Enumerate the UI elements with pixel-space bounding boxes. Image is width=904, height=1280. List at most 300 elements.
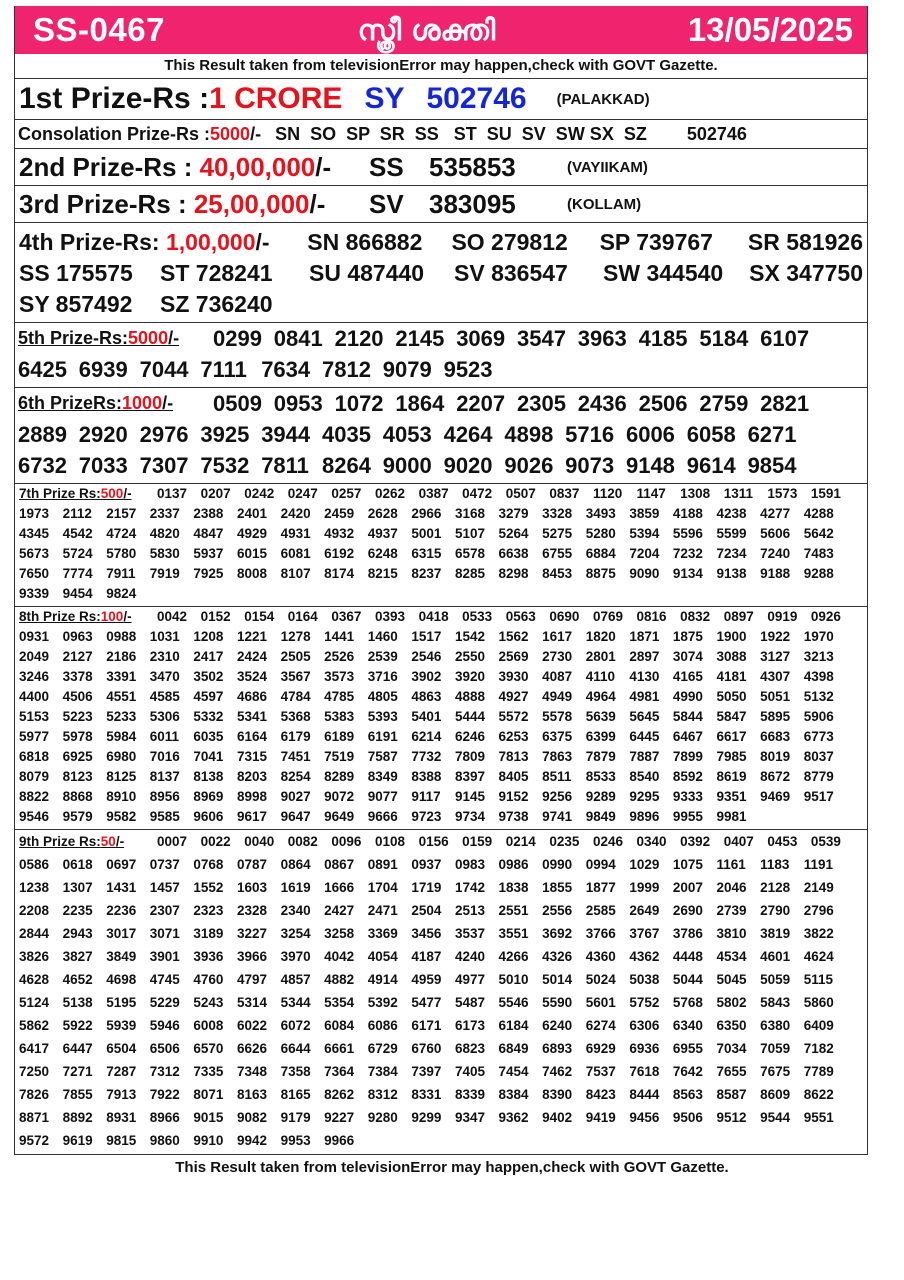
winning-number: 0891 bbox=[367, 857, 398, 872]
winning-number: 0509 bbox=[213, 391, 262, 416]
winning-number: 6035 bbox=[193, 729, 224, 744]
section-label: 7th Prize Rs:500/- bbox=[19, 486, 132, 501]
winning-number: 2628 bbox=[367, 506, 398, 521]
winning-number: 1308 bbox=[680, 486, 711, 501]
winning-number: 8079 bbox=[19, 769, 50, 784]
first-prize-number: 502746 bbox=[426, 82, 527, 115]
winning-number: 4601 bbox=[760, 949, 791, 964]
winning-number: 4927 bbox=[498, 689, 529, 704]
winning-number: 7887 bbox=[629, 749, 660, 764]
winning-number: 7287 bbox=[106, 1064, 137, 1079]
winning-number: 7642 bbox=[672, 1064, 703, 1079]
first-prize-row bbox=[15, 78, 867, 119]
winning-number: 4362 bbox=[629, 949, 660, 964]
winning-number: 5596 bbox=[672, 526, 703, 541]
winning-number: 5487 bbox=[454, 995, 485, 1010]
winning-number: 1970 bbox=[803, 629, 834, 644]
winning-number: 5138 bbox=[62, 995, 93, 1010]
winning-number: 3502 bbox=[193, 669, 224, 684]
winning-number: 2504 bbox=[411, 903, 442, 918]
winning-number: 2310 bbox=[149, 649, 180, 664]
winning-number: 1820 bbox=[585, 629, 616, 644]
winning-number: 8998 bbox=[236, 789, 268, 804]
winning-number: 9134 bbox=[672, 566, 703, 581]
winning-number: 5045 bbox=[716, 972, 747, 987]
winning-number: 0586 bbox=[19, 857, 50, 872]
winning-number: 8969 bbox=[193, 789, 224, 804]
winning-number: 7913 bbox=[106, 1087, 137, 1102]
winning-number: 9649 bbox=[324, 809, 355, 824]
winning-number: 1838 bbox=[498, 880, 529, 895]
winning-number: 0563 bbox=[505, 609, 536, 624]
winning-number: 5939 bbox=[106, 1018, 137, 1033]
winning-number: 1517 bbox=[411, 629, 442, 644]
winning-number: 5132 bbox=[803, 689, 834, 704]
winning-number: 2328 bbox=[236, 903, 268, 918]
winning-number: 3901 bbox=[149, 949, 180, 964]
winning-number: 4863 bbox=[411, 689, 442, 704]
winning-number: 5724 bbox=[62, 546, 93, 561]
winning-number: 2556 bbox=[542, 903, 573, 918]
winning-number: 8071 bbox=[193, 1087, 224, 1102]
winning-number: 2889 bbox=[18, 422, 67, 447]
winning-number: 8609 bbox=[760, 1087, 791, 1102]
winning-number: 6107 bbox=[760, 326, 810, 351]
winning-number: 2897 bbox=[629, 649, 660, 664]
winning-number: 3902 bbox=[411, 669, 442, 684]
winning-number: 7532 bbox=[200, 453, 250, 478]
winning-number: 5578 bbox=[542, 709, 573, 724]
winning-number: 5673 bbox=[19, 546, 50, 561]
winning-number: 9966 bbox=[324, 1133, 355, 1148]
winning-number: 2049 bbox=[19, 649, 50, 664]
winning-number: 2585 bbox=[585, 903, 616, 918]
winning-number: 7033 bbox=[78, 453, 128, 478]
winning-number: 0697 bbox=[106, 857, 137, 872]
winning-number: 5572 bbox=[498, 709, 529, 724]
winning-number: 9288 bbox=[803, 566, 834, 581]
winning-number: 0164 bbox=[287, 609, 318, 624]
winning-number: 0986 bbox=[498, 857, 529, 872]
winning-number: 9082 bbox=[236, 1110, 268, 1125]
winning-number: 7016 bbox=[149, 749, 180, 764]
winning-number: 8868 bbox=[62, 789, 93, 804]
winning-number: 4551 bbox=[106, 689, 137, 704]
winning-number: 4805 bbox=[367, 689, 398, 704]
winning-number: 4534 bbox=[716, 949, 747, 964]
winning-number: 0247 bbox=[287, 486, 318, 501]
ticket: SY 857492 bbox=[19, 291, 133, 317]
winning-number: 3767 bbox=[629, 926, 660, 941]
winning-number: 4977 bbox=[454, 972, 485, 987]
winning-number: 2730 bbox=[542, 649, 573, 664]
winning-number: 5314 bbox=[236, 995, 268, 1010]
winning-number: 1603 bbox=[236, 880, 268, 895]
winning-number: 0262 bbox=[374, 486, 406, 501]
winning-number: 0990 bbox=[542, 857, 573, 872]
winning-number: 5716 bbox=[565, 422, 615, 447]
winning-number: 2145 bbox=[395, 326, 445, 351]
winning-number: 4087 bbox=[542, 669, 573, 684]
winning-number: 7863 bbox=[542, 749, 573, 764]
fourth-prize-amount: 1,00,000 bbox=[165, 229, 256, 255]
winning-number: 5946 bbox=[149, 1018, 180, 1033]
winning-number: 7462 bbox=[542, 1064, 573, 1079]
winning-number: 5124 bbox=[19, 995, 50, 1010]
third-prize-label: 3rd Prize-Rs : bbox=[19, 188, 194, 219]
winning-number: 3189 bbox=[193, 926, 224, 941]
winning-number: 5401 bbox=[411, 709, 442, 724]
winning-number: 6350 bbox=[716, 1018, 747, 1033]
winning-number: 9148 bbox=[625, 453, 675, 478]
winning-number: 6506 bbox=[149, 1041, 180, 1056]
winning-number: 6340 bbox=[672, 1018, 703, 1033]
winning-number: 7634 bbox=[261, 357, 311, 382]
winning-number: 4698 bbox=[106, 972, 137, 987]
winning-number: 8540 bbox=[629, 769, 660, 784]
winning-number: 4054 bbox=[367, 949, 398, 964]
winning-number: 6732 bbox=[18, 453, 67, 478]
winning-number: 9544 bbox=[760, 1110, 791, 1125]
winning-number: 6729 bbox=[367, 1041, 398, 1056]
section-label: 8th Prize Rs:100/- bbox=[19, 609, 132, 624]
winning-number: 4398 bbox=[803, 669, 834, 684]
winning-number: 4964 bbox=[585, 689, 616, 704]
winning-number: 8423 bbox=[585, 1087, 616, 1102]
winning-number: 7335 bbox=[193, 1064, 224, 1079]
winning-number: 2690 bbox=[672, 903, 703, 918]
winning-number: 8107 bbox=[280, 566, 311, 581]
winning-number: 7451 bbox=[280, 749, 311, 764]
winning-number: 8264 bbox=[321, 453, 371, 478]
third-prize-place: (KOLLAM) bbox=[567, 195, 642, 213]
winning-number: 8215 bbox=[367, 566, 398, 581]
winning-number: 0393 bbox=[374, 609, 406, 624]
winning-number: 5977 bbox=[19, 729, 50, 744]
winning-number: 5802 bbox=[716, 995, 747, 1010]
winning-number: 8262 bbox=[324, 1087, 355, 1102]
winning-number: 8892 bbox=[62, 1110, 93, 1125]
winning-number: 0983 bbox=[454, 857, 485, 872]
winning-number: 4882 bbox=[324, 972, 355, 987]
section-label: 9th Prize Rs:50/- bbox=[19, 834, 125, 849]
winning-number: 9015 bbox=[193, 1110, 224, 1125]
winning-number: 6884 bbox=[585, 546, 616, 561]
winning-number: 4240 bbox=[454, 949, 485, 964]
winning-number: 1552 bbox=[193, 880, 224, 895]
winning-number: 1460 bbox=[367, 629, 398, 644]
winning-number: 4130 bbox=[629, 669, 660, 684]
winning-number: 4165 bbox=[672, 669, 703, 684]
winning-number: 0453 bbox=[767, 834, 798, 849]
winning-number: 5195 bbox=[106, 995, 137, 1010]
winning-number: 9617 bbox=[236, 809, 268, 824]
winning-number: 4266 bbox=[498, 949, 529, 964]
winning-number: 0690 bbox=[549, 609, 580, 624]
winning-number: 6409 bbox=[803, 1018, 834, 1033]
winning-number: 5601 bbox=[585, 995, 616, 1010]
winning-number: 9738 bbox=[498, 809, 529, 824]
winning-number: 4959 bbox=[411, 972, 442, 987]
winning-number: 4448 bbox=[672, 949, 703, 964]
winning-number: 7250 bbox=[19, 1064, 50, 1079]
winning-number: 0926 bbox=[810, 609, 841, 624]
winning-number: 9351 bbox=[716, 789, 747, 804]
winning-number: 4110 bbox=[585, 669, 616, 684]
winning-number: 6925 bbox=[62, 749, 93, 764]
winning-number: 0769 bbox=[592, 609, 623, 624]
winning-number: 6823 bbox=[454, 1041, 485, 1056]
winning-number: 9666 bbox=[367, 809, 398, 824]
winning-number: 8511 bbox=[542, 769, 572, 784]
winning-number: 9849 bbox=[585, 809, 616, 824]
winning-number: 8163 bbox=[236, 1087, 268, 1102]
winning-number: 2551 bbox=[498, 903, 529, 918]
winning-number: 5306 bbox=[149, 709, 180, 724]
winning-number: 2046 bbox=[716, 880, 747, 895]
eighth-prize-block bbox=[15, 606, 867, 829]
winning-number: 9517 bbox=[803, 789, 834, 804]
winning-number: 7675 bbox=[760, 1064, 791, 1079]
winning-number: 1191 bbox=[803, 857, 833, 872]
winning-number: 0156 bbox=[418, 834, 449, 849]
winning-number: 2337 bbox=[149, 506, 180, 521]
winning-number: 7925 bbox=[193, 566, 224, 581]
winning-number: 6380 bbox=[760, 1018, 791, 1033]
winning-number: 3069 bbox=[456, 326, 506, 351]
winning-number: 3074 bbox=[672, 649, 703, 664]
winning-number: 5280 bbox=[585, 526, 616, 541]
winning-number: 5393 bbox=[367, 709, 398, 724]
winning-number: 7537 bbox=[585, 1064, 616, 1079]
winning-number: 0299 bbox=[213, 326, 262, 351]
winning-number: 7044 bbox=[139, 357, 189, 382]
winning-number: 9647 bbox=[280, 809, 311, 824]
winning-number: 1161 bbox=[716, 857, 746, 872]
winning-number: 5233 bbox=[106, 709, 137, 724]
winning-number: 5332 bbox=[193, 709, 224, 724]
winning-number: 0418 bbox=[418, 609, 449, 624]
header-bar bbox=[15, 6, 867, 54]
winning-number: 5844 bbox=[672, 709, 703, 724]
winning-number: 1542 bbox=[454, 629, 485, 644]
winning-number: 2128 bbox=[760, 880, 791, 895]
winning-number: 9582 bbox=[106, 809, 137, 824]
section-label: 5th Prize-Rs:5000/- bbox=[18, 328, 180, 348]
consolation-suffix: /- bbox=[250, 123, 262, 144]
winning-number: 5639 bbox=[585, 709, 616, 724]
winning-number: 8237 bbox=[411, 566, 442, 581]
winning-number: 4931 bbox=[280, 526, 311, 541]
winning-number: 2976 bbox=[139, 422, 189, 447]
winning-number: 5599 bbox=[716, 526, 747, 541]
winning-number: 2235 bbox=[62, 903, 93, 918]
winning-number: 7405 bbox=[454, 1064, 485, 1079]
winning-number: 6929 bbox=[585, 1041, 616, 1056]
winning-number: 6638 bbox=[498, 546, 529, 561]
winning-number: 7397 bbox=[411, 1064, 442, 1079]
winning-number: 6980 bbox=[106, 749, 137, 764]
winning-number: 4238 bbox=[716, 506, 747, 521]
winning-number: 5051 bbox=[760, 689, 791, 704]
winning-number: 2649 bbox=[629, 903, 660, 918]
winning-number: 9295 bbox=[629, 789, 660, 804]
winning-number: 6445 bbox=[629, 729, 660, 744]
ticket: ST 728241 bbox=[160, 260, 273, 286]
winning-number: 2424 bbox=[236, 649, 268, 664]
ticket: SU 487440 bbox=[309, 260, 425, 286]
winning-number: 6271 bbox=[747, 422, 797, 447]
winning-number: 4053 bbox=[382, 422, 432, 447]
top-notice: This Result taken from televisionError may happen,check with GOVT Gazette. bbox=[164, 57, 718, 74]
winning-number: 0837 bbox=[549, 486, 580, 501]
winning-number: 4277 bbox=[760, 506, 791, 521]
winning-number: 9512 bbox=[716, 1110, 747, 1125]
winning-number: 7879 bbox=[585, 749, 616, 764]
winning-number: 4035 bbox=[321, 422, 371, 447]
winning-number: 1031 bbox=[149, 629, 180, 644]
winning-number: 9073 bbox=[565, 453, 615, 478]
winning-number: 2420 bbox=[280, 506, 311, 521]
winning-number: 3786 bbox=[672, 926, 703, 941]
winning-number: 1922 bbox=[760, 629, 791, 644]
winning-number: 7655 bbox=[716, 1064, 747, 1079]
winning-number: 0022 bbox=[200, 834, 231, 849]
winning-number: 6683 bbox=[760, 729, 791, 744]
winning-number: 9339 bbox=[19, 586, 50, 601]
winning-number: 4652 bbox=[62, 972, 93, 987]
winning-number: 7364 bbox=[324, 1064, 355, 1079]
winning-number: 4628 bbox=[19, 972, 50, 987]
winning-number: 4990 bbox=[672, 689, 703, 704]
second-prize-place: (VAYIIKAM) bbox=[567, 158, 648, 176]
winning-number: 9815 bbox=[106, 1133, 137, 1148]
winning-number: 7307 bbox=[139, 453, 189, 478]
winning-number: 3378 bbox=[62, 669, 93, 684]
winning-number: 7812 bbox=[321, 357, 371, 382]
winning-number: 1029 bbox=[629, 857, 660, 872]
winning-number: 2127 bbox=[62, 649, 93, 664]
winning-number: 7271 bbox=[62, 1064, 93, 1079]
winning-number: 5843 bbox=[760, 995, 791, 1010]
winning-number: 6849 bbox=[498, 1041, 529, 1056]
ticket: SV 836547 bbox=[454, 260, 568, 286]
winning-number: 7384 bbox=[367, 1064, 398, 1079]
winning-number: 1619 bbox=[280, 880, 311, 895]
winning-number: 9551 bbox=[803, 1110, 834, 1125]
winning-number: 9854 bbox=[747, 453, 797, 478]
winning-number: 8956 bbox=[149, 789, 180, 804]
winning-number: 8125 bbox=[106, 769, 137, 784]
winning-number: 3246 bbox=[19, 669, 50, 684]
winning-number: 4624 bbox=[803, 949, 834, 964]
winning-number: 3859 bbox=[629, 506, 660, 521]
fourth-prize-suffix: /- bbox=[255, 229, 270, 255]
winning-number: 6936 bbox=[629, 1041, 660, 1056]
winning-number: 9506 bbox=[672, 1110, 703, 1125]
winning-number: 0207 bbox=[200, 486, 231, 501]
winning-number: 2569 bbox=[498, 649, 529, 664]
draw-code: SS-0467 bbox=[33, 11, 165, 48]
third-prize-suffix: /- bbox=[309, 188, 326, 219]
winning-number: 8397 bbox=[454, 769, 485, 784]
winning-number: 3391 bbox=[106, 669, 137, 684]
winning-number: 9910 bbox=[193, 1133, 224, 1148]
winning-number: 3819 bbox=[760, 926, 791, 941]
winning-number: 6081 bbox=[280, 546, 311, 561]
winning-number: 9138 bbox=[716, 566, 747, 581]
winning-number: 0919 bbox=[767, 609, 798, 624]
winning-number: 6086 bbox=[367, 1018, 398, 1033]
winning-number: 7312 bbox=[149, 1064, 180, 1079]
winning-number: 1666 bbox=[324, 880, 355, 895]
winning-number: 8285 bbox=[454, 566, 485, 581]
winning-number: 9824 bbox=[106, 586, 137, 601]
winning-number: 8137 bbox=[149, 769, 180, 784]
winning-number: 5059 bbox=[760, 972, 791, 987]
winning-number: 8587 bbox=[716, 1087, 747, 1102]
fifth-prize-block bbox=[15, 322, 867, 387]
winning-number: 4929 bbox=[236, 526, 268, 541]
winning-number: 9299 bbox=[411, 1110, 442, 1125]
winning-number: 3573 bbox=[324, 669, 355, 684]
winning-number: 6022 bbox=[236, 1018, 268, 1033]
winning-number: 6189 bbox=[324, 729, 355, 744]
winning-number: 1457 bbox=[149, 880, 180, 895]
winning-number: 0257 bbox=[331, 486, 362, 501]
winning-number: 2007 bbox=[672, 880, 703, 895]
winning-number: 9953 bbox=[280, 1133, 311, 1148]
winning-number: 6058 bbox=[686, 422, 736, 447]
winning-number: 7650 bbox=[19, 566, 50, 581]
third-prize-number: 383095 bbox=[429, 188, 516, 219]
third-prize-series: SV bbox=[369, 188, 404, 219]
winning-number: 2539 bbox=[367, 649, 398, 664]
winning-number: 7911 bbox=[106, 566, 136, 581]
winning-number: 6011 bbox=[149, 729, 180, 744]
ninth-prize-block bbox=[15, 829, 867, 1154]
winning-number: 5050 bbox=[716, 689, 747, 704]
winning-number: 5847 bbox=[716, 709, 747, 724]
winning-number: 5590 bbox=[542, 995, 573, 1010]
winning-number: 6955 bbox=[672, 1041, 703, 1056]
winning-number: 8349 bbox=[367, 769, 398, 784]
winning-number: 8203 bbox=[236, 769, 268, 784]
winning-number: 4745 bbox=[149, 972, 180, 987]
ticket: SP 739767 bbox=[599, 229, 713, 255]
winning-number: 8622 bbox=[803, 1087, 834, 1102]
winning-number: 1311 bbox=[723, 486, 754, 501]
winning-number: 2759 bbox=[699, 391, 749, 416]
winning-number: 1147 bbox=[636, 486, 666, 501]
winning-number: 2427 bbox=[324, 903, 355, 918]
winning-number: 2821 bbox=[760, 391, 810, 416]
winning-number: 9020 bbox=[443, 453, 493, 478]
winning-number: 9090 bbox=[629, 566, 660, 581]
winning-number: 5264 bbox=[498, 526, 529, 541]
winning-number: 3827 bbox=[62, 949, 93, 964]
winning-number: 0539 bbox=[810, 834, 841, 849]
winning-number: 6246 bbox=[454, 729, 485, 744]
winning-number: 7985 bbox=[716, 749, 747, 764]
winning-number: 3766 bbox=[585, 926, 616, 941]
winning-number: 4288 bbox=[803, 506, 834, 521]
winning-number: 7811 bbox=[261, 453, 309, 478]
winning-number: 2505 bbox=[280, 649, 311, 664]
winning-number: 0340 bbox=[636, 834, 667, 849]
winning-number: 6570 bbox=[193, 1041, 224, 1056]
winning-number: 3936 bbox=[193, 949, 224, 964]
